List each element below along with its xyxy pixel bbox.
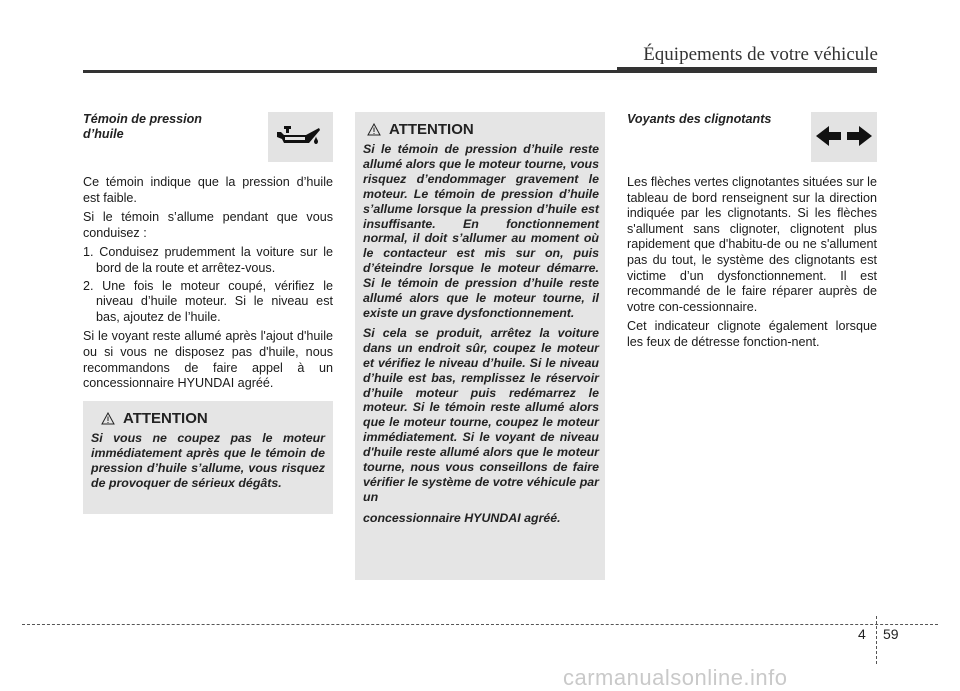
attention-box-middle [355,112,605,580]
footer-divider [876,616,877,664]
chapter-number: 4 [858,626,866,642]
attention-title: ATTENTION [389,121,474,138]
right-column [627,175,877,355]
warning-triangle-icon [367,123,381,136]
oil-pressure-heading: Témoin de pression d’huile [83,112,202,141]
warning-triangle-icon [101,412,115,425]
attention-paragraph: concessionnaire HYUNDAI agréé. [363,510,561,525]
attention-header [101,410,325,427]
list-item: 2. Une fois le moteur coupé, vérifiez le niveau d’huile moteur. Si le niveau est bas, ajoutez de l’huile. [83,278,333,324]
attention-title: ATTENTION [123,410,208,427]
attention-text [363,142,599,526]
list-item: 1. Conduisez prudemment la voiture sur le bord de la route et arrêtez-vous. [83,245,333,275]
chapter-title: Équipements de votre véhicule [643,44,878,65]
left-column [83,175,333,396]
watermark: carmanualsonline.info [563,665,788,690]
turn-signal-heading: Voyants des clignotants [627,112,772,126]
oil-pressure-icon [268,112,333,162]
attention-text: Si vous ne coupez pas le moteur immédiatement après que le témoin de pression d’huile s’allume, vous risquez de provoquer de sérieux dégâts. [91,431,325,490]
turn-signal-icon-box [811,112,877,162]
attention-header [367,121,599,138]
page-number: 59 [883,626,899,642]
oil-pressure-icon-box [268,112,333,162]
hazard-paragraph: Cet indicateur clignote également lorsque les feux de détresse fonction-nent. [627,319,877,349]
attention-box-left [83,401,333,514]
oil-if-lit-paragraph: Si le témoin s’allume pendant que vous conduisez : [83,210,333,240]
attention-paragraph: Si le témoin de pression d’huile reste allumé alors que le moteur tourne, vous risquez d’endommager gravement le moteur. Le témoin de pression d’huile s’allume lorsque la pression d’huile est insuffisante. En fonctionnement normal, il doit s’allumer au moment où le contacteur est mis sur on, puis d’éteindre lorsque le moteur démarre. Si le témoin de pression d’huile reste allumé alors que le moteur tourne, il existe un grave dysfonctionnement. [363,142,599,320]
turn-signal-paragraph: Les flèches vertes clignotantes situées sur le tableau de bord renseignent sur la direction indiquée par les clignotants. Si les flèches s'allument sans clignoter, clignotent plus rapidement que d'habitu-de ou ne s'allument pas du tout, le système des clignotants est victime d’un dysfonctionnement. Il est recommandé de le faire réparer auprès de votre con-cessionnaire. [627,175,877,314]
turn-signal-arrows-icon [811,112,877,162]
attention-paragraph: Si cela se produit, arrêtez la voiture dans un endroit sûr, coupez le moteur et vérifiez le niveau d’huile. Si le niveau d’huile est bas, remplissez le réservoir d’huile moteur puis redémarrez le moteur. Si le témoin reste allumé alors que le moteur tourne, coupez le moteur immédiatement. Si le voyant de niveau d'huile reste allumé alors que le moteur tourne, nous vous conseillons de faire vérifier le système de votre véhicule par un [363,325,599,504]
oil-steps-list [83,245,333,325]
oil-intro-paragraph: Ce témoin indique que la pression d’huile est faible. [83,175,333,205]
footer-rule [22,624,938,625]
header-rule-thick [617,67,877,73]
oil-dealer-paragraph: Si le voyant reste allumé après l'ajout d'huile ou si vous ne disposez pas d'huile, nous recommandons de faire appel à un concessionnaire HYUNDAI agréé. [83,329,333,391]
